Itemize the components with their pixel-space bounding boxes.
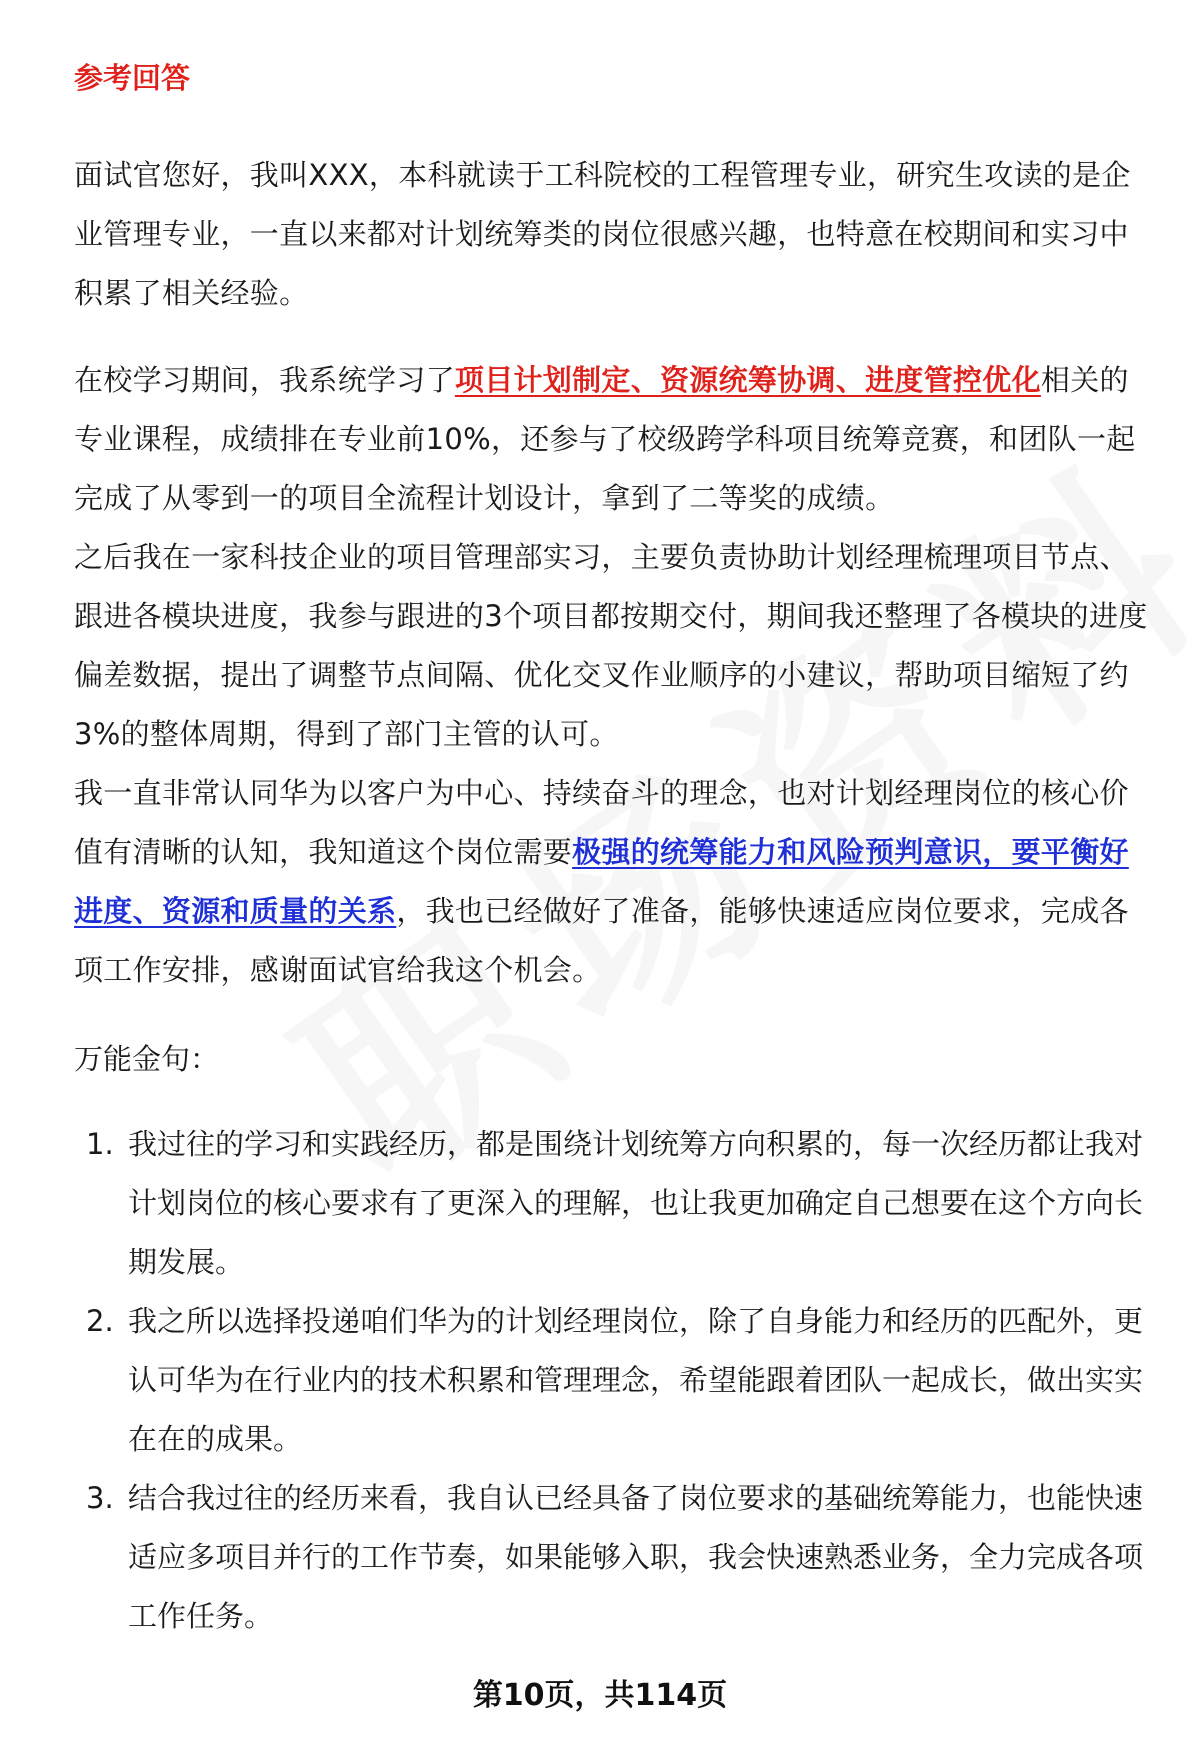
study-text-after: 相关的专业课程，成绩排在专业前10%，还参与了校级跨学科项目统筹竞赛，和团队一起完成了从零到一的项目全流程计划设计，拿到了二等奖的成绩。 [74, 363, 1136, 515]
list-item [74, 1115, 1154, 1292]
intro-paragraph: 面试官您好，我叫XXX，本科就读于工科院校的工程管理专业，研究生攻读的是企业管理专业，一直以来都对计划统筹类的岗位很感兴趣，也特意在校期间和实习中积累了相关经验。 [74, 158, 1131, 310]
list-item-number: 3. [86, 1481, 114, 1515]
list-item-number: 2. [86, 1304, 114, 1338]
study-text-before: 在校学习期间，我系统学习了 [74, 363, 455, 397]
golden-sentences-list [74, 1115, 1154, 1646]
huawei-text-before: 我一直非常认同华为以客户为中心、持续奋斗的理念，也对计划经理岗位的核心价值有清晰的认知，我知道这个岗位需要 [74, 776, 1129, 869]
list-item-text: 我之所以选择投递咱们华为的计划经理岗位，除了自身能力和经历的匹配外，更认可华为在行业内的技术积累和管理理念，希望能跟着团队一起成长，做出实实在在的成果。 [128, 1304, 1144, 1456]
huawei-paragraph [74, 764, 1154, 1000]
internship-paragraph: 之后我在一家科技企业的项目管理部实习，主要负责协助计划经理梳理项目节点、跟进各模块进度，我参与跟进的3个项目都按期交付，期间我还整理了各模块的进度偏差数据，提出了调整节点间隔、优化交叉作业顺序的小建议，帮助项目缩短了约3%的整体周期，得到了部门主管的认可。 [74, 540, 1148, 751]
huawei-highlight: 极强的统筹能力和风险预判意识，要平衡好进度、资源和质量的关系 [74, 835, 1129, 928]
golden-sentences-title: 万能金句： [74, 1042, 220, 1076]
list-item-text: 结合我过往的经历来看，我自认已经具备了岗位要求的基础统筹能力，也能快速适应多项目并行的工作节奏，如果能够入职，我会快速熟悉业务，全力完成各项工作任务。 [128, 1481, 1144, 1633]
list-item-number: 1. [86, 1127, 114, 1161]
huawei-text-after: ，我也已经做好了准备，能够快速适应岗位要求，完成各项工作安排，感谢面试官给我这个机会。 [74, 894, 1129, 987]
page-footer: 第10页，共114页 [472, 1678, 728, 1713]
study-highlight: 项目计划制定、资源统筹协调、进度管控优化 [454, 363, 1041, 397]
list-item-text: 我过往的学习和实践经历，都是围绕计划统筹方向积累的，每一次经历都让我对计划岗位的核心要求有了更深入的理解，也让我更加确定自己想要在这个方向长期发展。 [128, 1127, 1144, 1279]
list-item [74, 1469, 1154, 1646]
section-heading: 参考回答 [74, 61, 191, 95]
document-page [74, 50, 1154, 1646]
study-paragraph [74, 351, 1154, 528]
list-item [74, 1292, 1154, 1469]
